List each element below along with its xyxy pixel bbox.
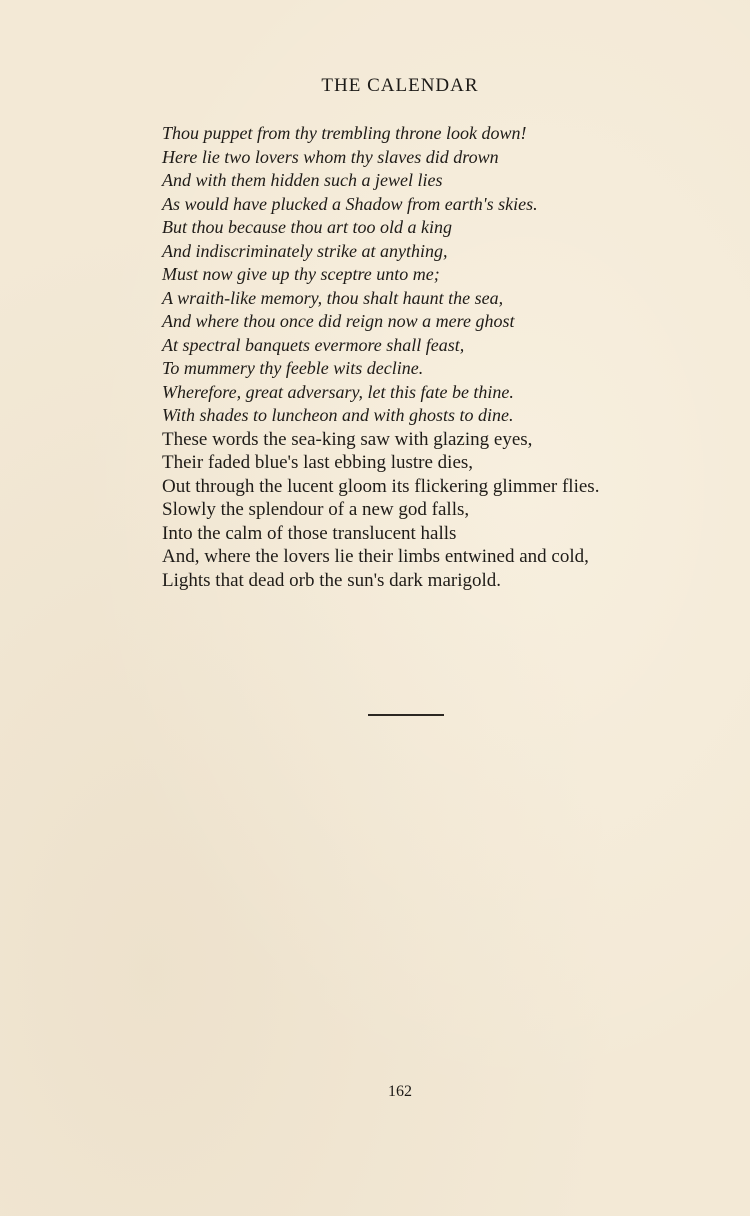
poem-line: A wraith-like memory, thou shalt haunt the sea, [162, 287, 504, 308]
poem-line: Here lie two lovers whom thy slaves did drown [162, 146, 499, 167]
poem-line: And with them hidden such a jewel lies [162, 170, 443, 190]
poem-line: Out through the lucent gloom its flickering glimmer flies. [162, 475, 600, 497]
poem-line: With shades to luncheon and with ghosts to dine. [162, 405, 514, 425]
poem-line: And indiscriminately strike at anything, [162, 240, 448, 261]
poem-line: Wherefore, great adversary, let this fate be thine. [162, 381, 514, 402]
poem-line: And, where the lovers lie their limbs entwined and cold, [162, 546, 589, 567]
page-number: 162 [388, 1083, 412, 1100]
poem-line: Slowly the splendour of a new god falls, [162, 499, 470, 520]
poem-line: To mummery thy feeble wits decline. [162, 358, 424, 378]
section-divider [368, 714, 444, 716]
poem [162, 122, 722, 592]
poem-line: Thou puppet from thy trembling throne look down! [162, 123, 527, 143]
poem-line: Must now give up thy sceptre unto me; [162, 264, 440, 284]
poem-line: As would have plucked a Shadow from earth's skies. [162, 193, 538, 214]
poem-line: But thou because thou art too old a king [162, 217, 452, 237]
poem-line: Into the calm of those translucent halls [162, 522, 457, 544]
poem-line: At spectral banquets evermore shall feast, [162, 334, 465, 355]
running-head: THE CALENDAR [321, 75, 479, 96]
poem-line: And where thou once did reign now a mere ghost [162, 311, 515, 331]
poem-line: These words the sea-king saw with glazing eyes, [162, 428, 533, 450]
poem-line: Lights that dead orb the sun's dark marigold. [162, 569, 502, 591]
poem-line: Their faded blue's last ebbing lustre dies, [162, 452, 474, 473]
